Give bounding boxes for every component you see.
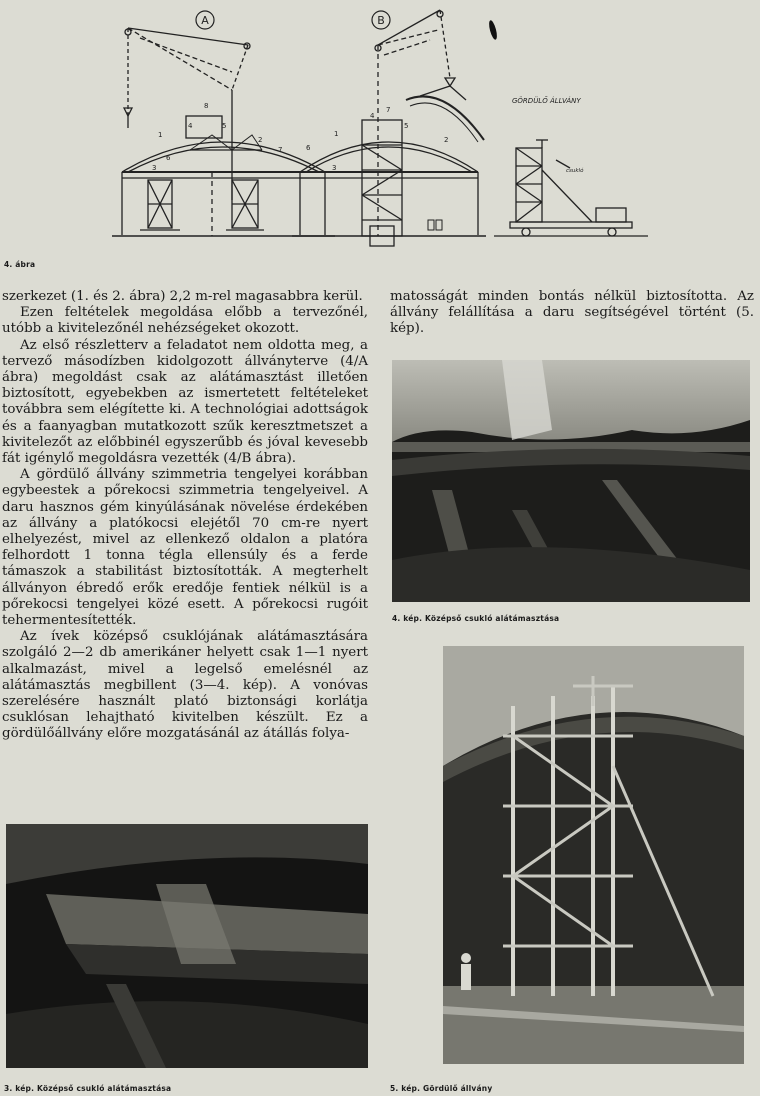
photo-4-caption: 4. kép. Középső csukló alátámasztása bbox=[392, 614, 560, 623]
paragraph: Az első részletterv a feladatot nem oldotta meg, a tervező másodízben kidolgozott állványterve (4/A ábra) megoldást csak az alátámasztást illetően biztosított, egyebekben az ismertetett feltételeket továbbra sem elégítette ki. A technológiai adottságok és a faanyagban mutatkozott szűk keresztmetszet a kivitelezőt az előbbinél egyszerűbb és jóval kevesebb fát igénylő megoldásra vezették (4/B ábra). bbox=[2, 337, 368, 467]
paragraph: Az ívek középső csuklójának alátámasztására szolgáló 2—2 db amerikáner helyett csak 1—1 nyert alkalmazást, mivel a legelső emelésnél az alátámasztás megbillent (3—4. kép). A vonóvas szerelésére használt plató biztonsági korlátja csuklósan lehajtható kivitelben készült. Ez a gördülőállvány előre mozgatásánál az átállás folya- bbox=[2, 629, 368, 742]
paragraph: matosságát minden bontás nélkül biztosította. Az állvány felállítása a daru segítségével történt (5. kép). bbox=[390, 289, 754, 337]
figure-b-number-label: 2 bbox=[444, 136, 449, 144]
gordulo-allvany-label: GÖRDÜLŐ ÁLLVÁNY bbox=[512, 97, 581, 105]
figure-a-number-label: 8 bbox=[204, 102, 209, 110]
figure-a-number-label: 1 bbox=[158, 131, 163, 139]
photo-4 bbox=[392, 360, 750, 602]
figure-a-number-label: 7 bbox=[278, 146, 283, 154]
figure-4-caption: 4. ábra bbox=[4, 260, 36, 269]
figure-b-number-label: 1 bbox=[334, 130, 339, 138]
paragraph: szerkezet (1. és 2. ábra) 2,2 m-rel magasabbra kerül. bbox=[2, 289, 363, 304]
figure-a-number-label: 3 bbox=[152, 164, 157, 172]
figure-label-a: A bbox=[201, 14, 209, 27]
photo-5 bbox=[443, 646, 744, 1064]
figure-a-number-label: 6 bbox=[166, 154, 171, 162]
figure-b-number-label: 4 bbox=[370, 112, 375, 120]
photo-3 bbox=[6, 824, 368, 1068]
paragraph: A gördülő állvány szimmetria tengelyei korábban egybeestek a pőrekocsi szimmetria tengelyeivel. A daru hasznos gém kinyúlásának növelése érdekében az állvány a platókocsi elejétől 70 cm-re nyert elhelyezést, mivel az ellenkező oldalon a platóra felhordott 1 tonna tégla ellensúly és a ferde támaszok a stabilitást biztosították. A megterhelt állványon ébredő erők eredője fentiek nélkül is a pőrekocsi tengelyei közé esett. A pőrekocsi rugóit tehermentesítették. bbox=[2, 467, 368, 629]
figure-b-number-label: 3 bbox=[332, 164, 337, 172]
figure-a-number-label: 5 bbox=[222, 122, 227, 130]
right-text-column bbox=[390, 289, 754, 338]
photo-5-caption: 5. kép. Gördülő állvány bbox=[390, 1084, 493, 1093]
figure-b-number-label: 5 bbox=[404, 122, 409, 130]
figure-b-number-label: 7 bbox=[386, 106, 391, 114]
figure-a-number-label: 2 bbox=[258, 136, 263, 144]
paragraph: Ezen feltételek megoldása előbb a tervezőnél, utóbb a kivitelezőnél nehézségeket okozott. bbox=[2, 305, 368, 337]
figure-a-number-label: 4 bbox=[188, 122, 193, 130]
figure-label-b: B bbox=[377, 14, 385, 27]
photo-3-caption: 3. kép. Középső csukló alátámasztása bbox=[4, 1084, 172, 1093]
figure-b-number-label: 6 bbox=[306, 144, 311, 152]
figure-4 bbox=[0, 0, 760, 272]
csuklo-label: csukló bbox=[566, 168, 584, 174]
left-text-column bbox=[2, 289, 368, 743]
figure-4-drawing bbox=[0, 0, 760, 272]
